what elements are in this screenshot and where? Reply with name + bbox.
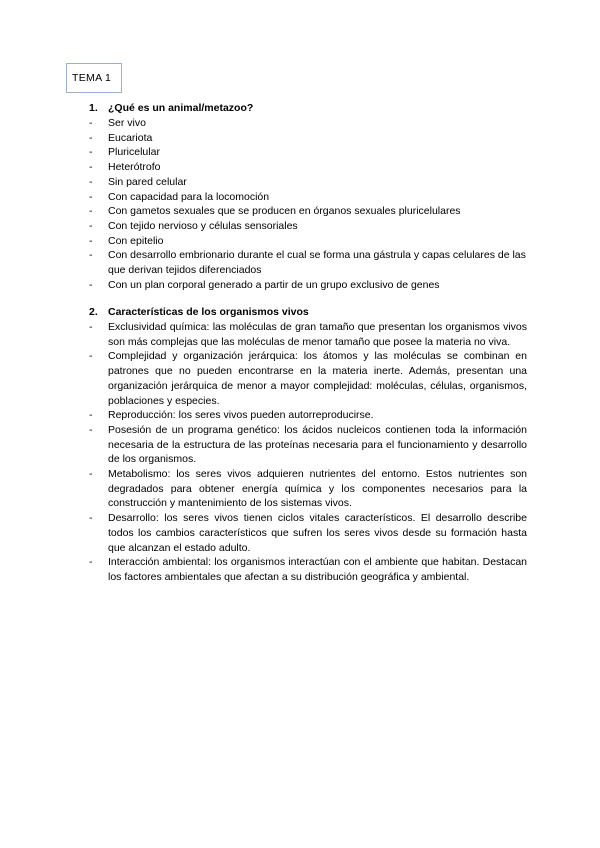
list-item-text: Con desarrollo embrionario durante el cual se forma una gástrula y capas celulares de las que derivan tejidos diferenciados <box>108 249 526 277</box>
list-item <box>89 423 527 467</box>
section-title: ¿Qué es un animal/metazoo? <box>108 102 254 114</box>
list-item-text: Sin pared celular <box>108 175 187 188</box>
bullet-dash: - <box>89 249 93 262</box>
section-heading <box>89 305 527 320</box>
section-number: 1. <box>89 102 98 114</box>
list-item-text: Complejidad y organización jerárquica: los átomos y las moléculas se combinan en patrones que no pueden encontrarse en la materia inerte. Además, presentan una organización jerárquica de menor a mayor complejidad: moléculas, células, organismos, poblaciones y especies. <box>108 350 527 407</box>
list-item <box>89 131 527 146</box>
section-title: Características de los organismos vivos <box>108 306 309 318</box>
list-item <box>89 175 527 190</box>
bullet-dash: - <box>89 190 93 203</box>
bullet-dash: - <box>89 175 93 188</box>
list-item <box>89 160 527 175</box>
bullet-dash: - <box>89 278 93 291</box>
list-item <box>89 408 527 423</box>
list-item-text: Reproducción: los seres vivos pueden autorreproducirse. <box>108 409 374 422</box>
list-item-text: Con capacidad para la locomoción <box>108 190 270 203</box>
bullet-dash: - <box>89 219 93 232</box>
section-heading <box>89 101 527 116</box>
list-item-text: Desarrollo: los seres vivos tienen ciclos vitales característicos. El desarrollo describe todos los cambios característicos que sufren los seres vivos desde su formación hasta que alcanzan el estado adulto. <box>108 512 527 554</box>
section-number: 2. <box>89 306 98 318</box>
list-item <box>89 320 527 349</box>
bullet-dash: - <box>89 205 93 218</box>
list-item-text: Ser vivo <box>108 117 146 129</box>
bullet-dash: - <box>89 234 93 247</box>
section-animal-definition <box>89 101 527 292</box>
list-item <box>89 467 527 511</box>
bullet-dash: - <box>89 409 93 422</box>
tema-label: TEMA 1 <box>72 72 112 84</box>
list-item-text: Posesión de un programa genético: los ácidos nucleicos contienen toda la información necesaria de la estructura de las proteínas necesaria para el funcionamiento y desarrollo de los organismos. <box>108 423 527 466</box>
bullet-dash: - <box>89 423 93 436</box>
list-item-text: Con tejido nervioso y células sensoriales <box>108 219 298 232</box>
list-item <box>89 145 527 160</box>
bullet-dash: - <box>89 146 93 159</box>
list-item-text: Metabolismo: los seres vivos adquieren nutrientes del entorno. Estos nutrientes son degradados para obtener energía química y los componentes necesarios para la construcción y mantenimiento de los sistemas vivos. <box>108 468 527 510</box>
list-item-text: Con un plan corporal generado a partir de un grupo exclusivo de genes <box>108 278 440 291</box>
list-item <box>89 234 527 249</box>
list-item <box>89 204 527 219</box>
bullet-dash: - <box>89 321 93 333</box>
list-item-text: Con gametos sexuales que se producen en órganos sexuales pluricelulares <box>108 205 461 218</box>
list-item-text: Exclusividad química: las moléculas de gran tamaño que presentan los organismos vivos son más complejas que las moléculas de menor tamaño que posee la materia no viva. <box>108 321 527 348</box>
bullet-dash: - <box>89 468 93 481</box>
list-item <box>89 248 527 277</box>
section-living-characteristics <box>89 305 527 585</box>
bullet-list <box>89 116 527 292</box>
list-item <box>89 219 527 234</box>
list-item <box>89 511 527 555</box>
list-item-text: Eucariota <box>108 131 153 144</box>
list-item-text: Con epitelio <box>108 234 164 247</box>
bullet-dash: - <box>89 556 93 569</box>
list-item-text: Heterótrofo <box>108 161 161 174</box>
list-item-text: Pluricelular <box>108 146 160 159</box>
tema-label-box <box>66 63 122 93</box>
bullet-dash: - <box>89 350 93 363</box>
list-item <box>89 190 527 205</box>
bullet-dash: - <box>89 161 93 174</box>
list-item-text: Interacción ambiental: los organismos interactúan con el ambiente que habitan. Destacan los factores ambientales que afectan a su distribución geográfica y ambiental. <box>108 556 527 583</box>
bullet-dash: - <box>89 117 93 129</box>
list-item <box>89 116 527 131</box>
bullet-dash: - <box>89 131 93 144</box>
bullet-list <box>89 320 527 585</box>
bullet-dash: - <box>89 512 93 525</box>
list-item <box>89 349 527 408</box>
list-item <box>89 278 527 293</box>
list-item <box>89 555 527 584</box>
